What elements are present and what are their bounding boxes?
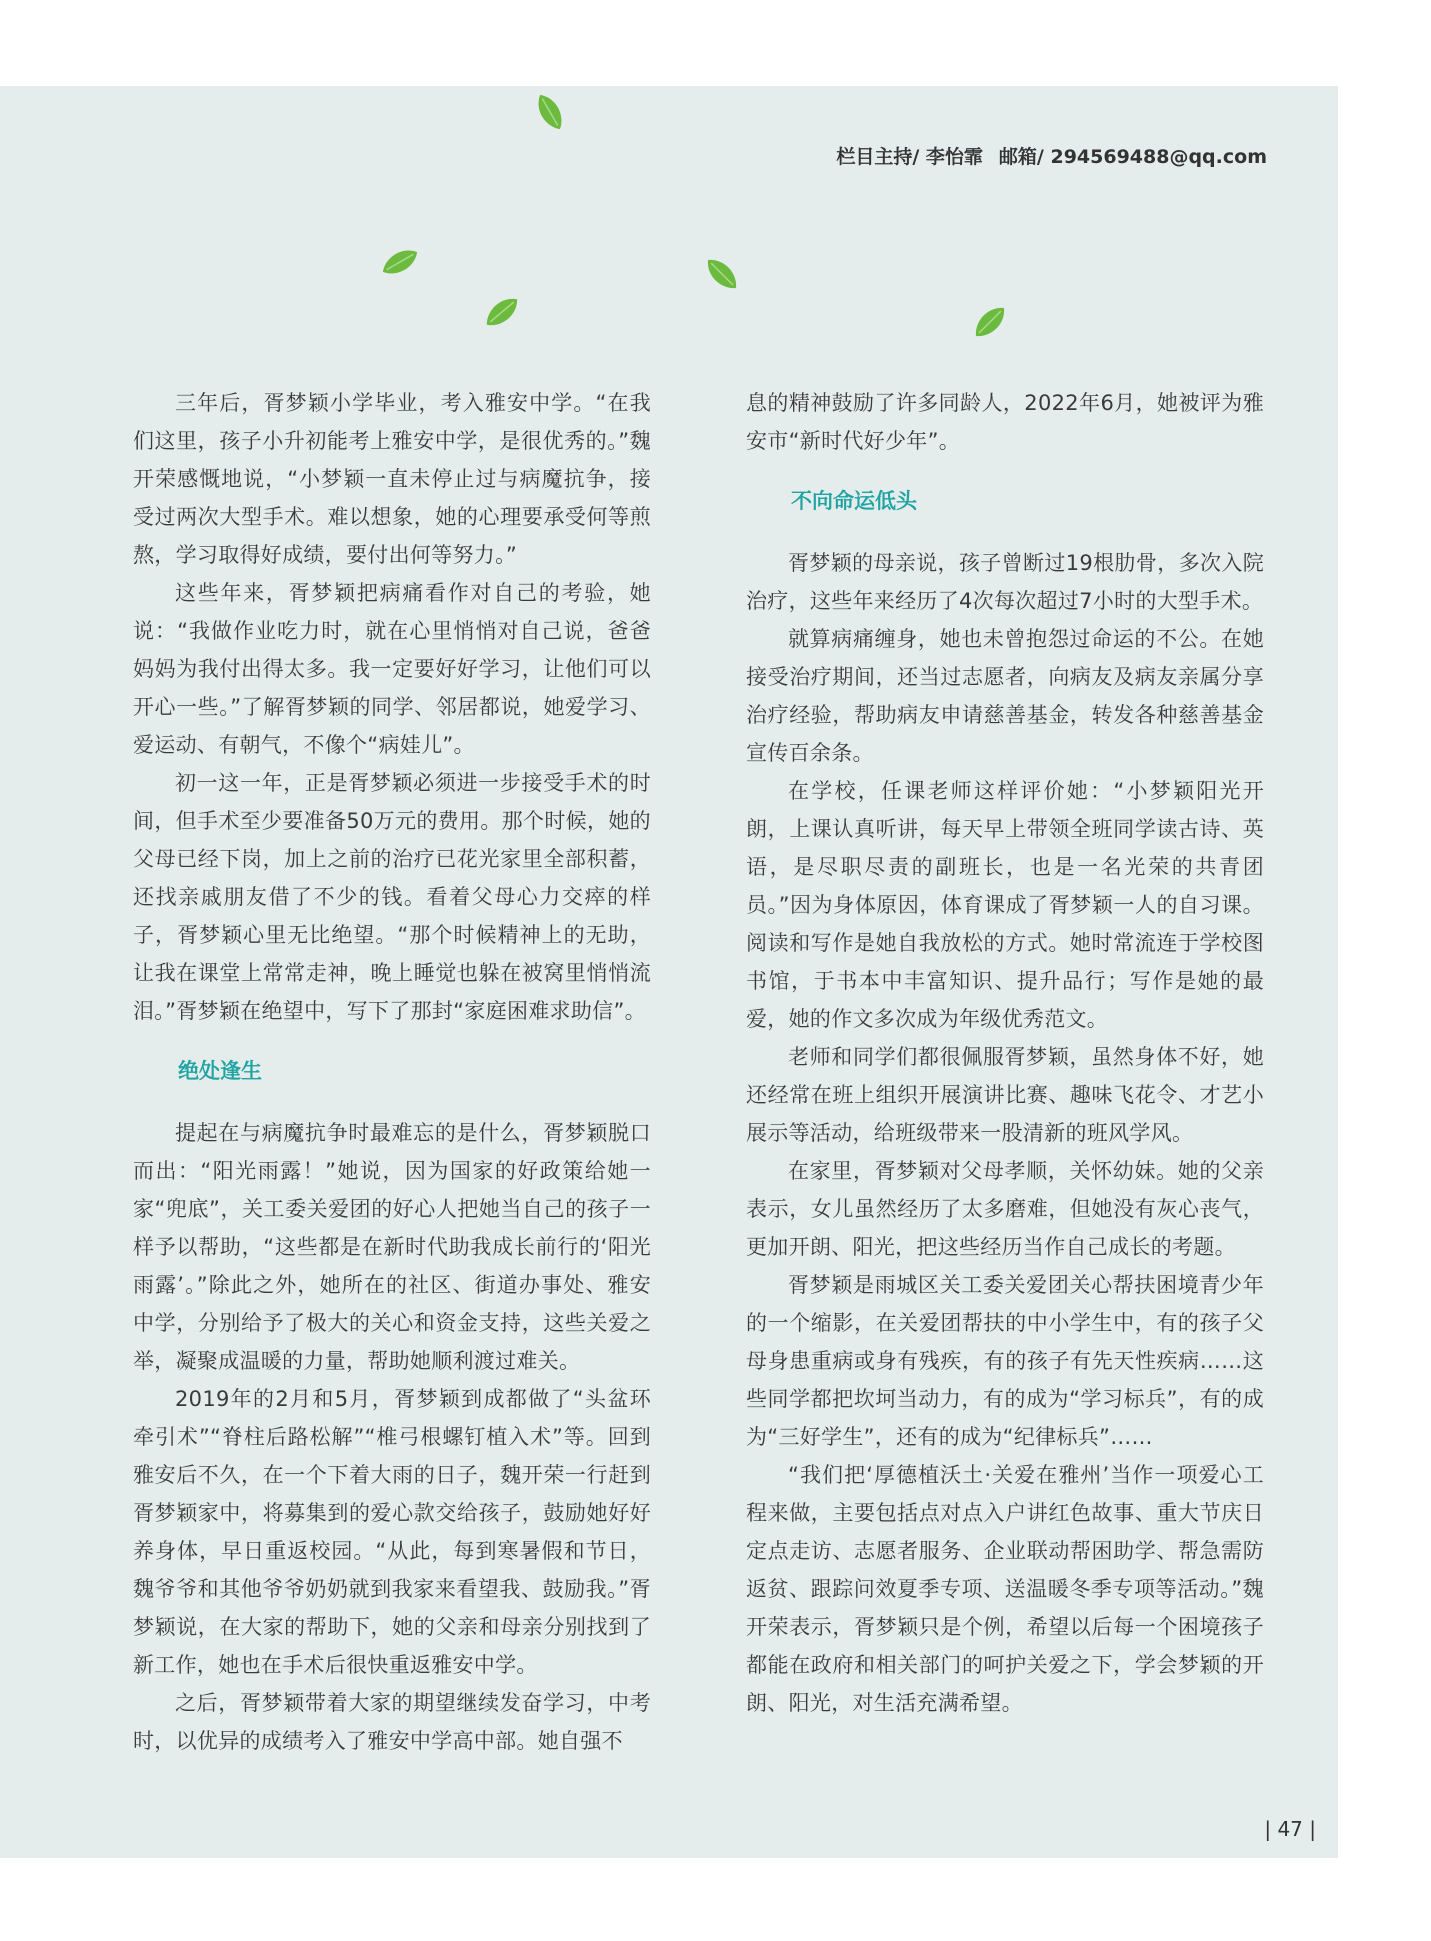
paragraph: 三年后，胥梦颖小学毕业，考入雅安中学。“在我们这里，孩子小升初能考上雅安中学，是很优秀的。”魏开荣感慨地说，“小梦颖一直未停止过与病魔抗争，接受过两次大型手术。难以想象，她的心理要承受何等煎熬，学习取得好成绩，要付出何等努力。” bbox=[133, 391, 651, 567]
column-email: 邮箱/ 294569488@qq.com bbox=[998, 146, 1267, 168]
paragraph: 胥梦颖是雨城区关工委关爱团关心帮扶困境青少年的一个缩影，在关爱团帮扶的中小学生中，有的孩子父母身患重病或身有残疾，有的孩子有先天性疾病……这些同学都把坎坷当动力，有的成为“学习标兵”，有的成为“三好学生”，还有的成为“纪律标兵”…… bbox=[746, 1273, 1264, 1449]
section-heading: 绝处逢生 bbox=[178, 1059, 262, 1083]
paragraph: 之后，胥梦颖带着大家的期望继续发奋学习，中考时，以优异的成绩考入了雅安中学高中部。她自强不 bbox=[133, 1691, 651, 1753]
section-heading: 不向命运低头 bbox=[791, 489, 917, 513]
article-column-right bbox=[746, 384, 1264, 1722]
paragraph-continued: 息的精神鼓励了许多同龄人，2022年6月，她被评为雅安市“新时代好少年”。 bbox=[746, 391, 1264, 453]
paragraph: 2019年的2月和5月，胥梦颖到成都做了“头盆环牵引术”“脊柱后路松解”“椎弓根螺钉植入术”等。回到雅安后不久，在一个下着大雨的日子，魏开荣一行赶到胥梦颖家中，将募集到的爱心款交给孩子，鼓励她好好养身体，早日重返校园。“从此，每到寒暑假和节日，魏爷爷和其他爷爷奶奶就到我家来看望我、鼓励我。”胥梦颖说，在大家的帮助下，她的父亲和母亲分别找到了新工作，她也在手术后很快重返雅安中学。 bbox=[133, 1387, 651, 1677]
leaf-icon bbox=[700, 252, 744, 296]
leaf-icon bbox=[480, 290, 524, 334]
paragraph: 提起在与病魔抗争时最难忘的是什么，胥梦颖脱口而出：“阳光雨露！”她说，因为国家的好政策给她一家“兜底”，关工委关爱团的好心人把她当自己的孩子一样予以帮助，“这些都是在新时代助我成长前行的‘阳光雨露’。”除此之外，她所在的社区、街道办事处、雅安中学，分别给予了极大的关心和资金支持，这些关爱之举，凝聚成温暖的力量，帮助她顺利渡过难关。 bbox=[133, 1121, 651, 1373]
leaf-icon bbox=[378, 240, 422, 284]
paragraph: 初一这一年，正是胥梦颖必须进一步接受手术的时间，但手术至少要准备50万元的费用。那个时候，她的父母已经下岗，加上之前的治疗已花光家里全部积蓄，还找亲戚朋友借了不少的钱。看着父母心力交瘁的样子，胥梦颖心里无比绝望。“那个时候精神上的无助，让我在课堂上常常走神，晚上睡觉也躲在被窝里悄悄流泪。”胥梦颖在绝望中，写下了那封“家庭困难求助信”。 bbox=[133, 771, 651, 1023]
leaf-icon bbox=[968, 300, 1012, 344]
leaf-icon bbox=[528, 90, 572, 134]
paragraph: “我们把‘厚德植沃土·关爱在雅州’当作一项爱心工程来做，主要包括点对点入户讲红色故事、重大节庆日定点走访、志愿者服务、企业联动帮困助学、帮急需防返贫、跟踪问效夏季专项、送温暖冬季专项等活动。”魏开荣表示，胥梦颖只是个例，希望以后每一个困境孩子都能在政府和相关部门的呵护关爱之下，学会梦颖的开朗、阳光，对生活充满希望。 bbox=[746, 1463, 1264, 1715]
paragraph: 这些年来，胥梦颖把病痛看作对自己的考验，她说：“我做作业吃力时，就在心里悄悄对自己说，爸爸妈妈为我付出得太多。我一定要好好学习，让他们可以开心一些。”了解胥梦颖的同学、邻居都说，她爱学习、爱运动、有朝气，不像个“病娃儿”。 bbox=[133, 581, 651, 757]
page-number: | 47 | bbox=[1264, 1817, 1316, 1841]
column-host: 栏目主持/ 李怡霏 bbox=[836, 146, 983, 168]
paragraph: 就算病痛缠身，她也未曾抱怨过命运的不公。在她接受治疗期间，还当过志愿者，向病友及病友亲属分享治疗经验，帮助病友申请慈善基金，转发各种慈善基金宣传百余条。 bbox=[746, 627, 1264, 765]
paragraph: 胥梦颖的母亲说，孩子曾断过19根肋骨，多次入院治疗，这些年来经历了4次每次超过7小时的大型手术。 bbox=[746, 551, 1264, 613]
paragraph: 在学校，任课老师这样评价她：“小梦颖阳光开朗，上课认真听讲，每天早上带领全班同学读古诗、英语，是尽职尽责的副班长，也是一名光荣的共青团员。”因为身体原因，体育课成了胥梦颖一人的自习课。阅读和写作是她自我放松的方式。她时常流连于学校图书馆，于书本中丰富知识、提升品行；写作是她的最爱，她的作文多次成为年级优秀范文。 bbox=[746, 779, 1264, 1031]
paragraph: 老师和同学们都很佩服胥梦颖，虽然身体不好，她还经常在班上组织开展演讲比赛、趣味飞花令、才艺小展示等活动，给班级带来一股清新的班风学风。 bbox=[746, 1045, 1264, 1145]
article-column-left bbox=[133, 384, 651, 1760]
column-header bbox=[836, 142, 1267, 169]
paragraph: 在家里，胥梦颖对父母孝顺，关怀幼妹。她的父亲表示，女儿虽然经历了太多磨难，但她没有灰心丧气，更加开朗、阳光，把这些经历当作自己成长的考题。 bbox=[746, 1159, 1264, 1259]
